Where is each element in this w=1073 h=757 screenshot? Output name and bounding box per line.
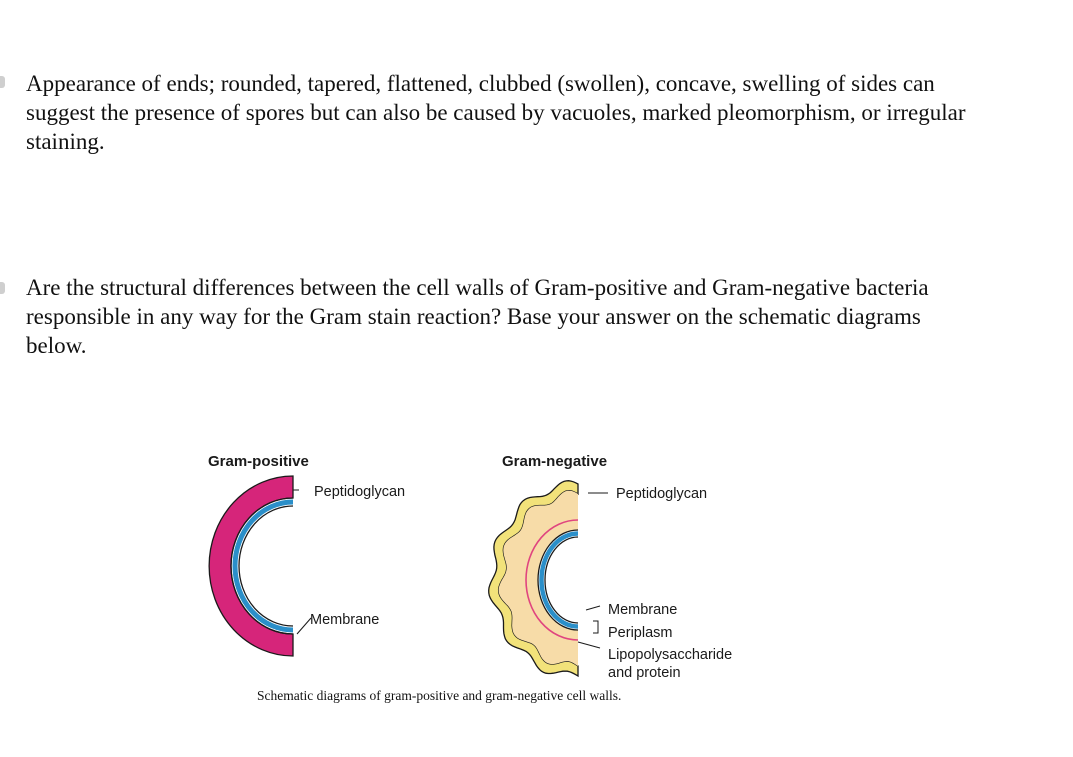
- paragraph-spores: [26, 69, 1034, 156]
- cell-wall-diagram: [196, 446, 776, 716]
- paragraph-line: responsible in any way for the Gram stain reaction? Base your answer on the schematic diagrams: [26, 304, 921, 329]
- paragraph-line: suggest the presence of spores but can also be caused by vacuoles, marked pleomorphism, or irregular: [26, 100, 966, 125]
- gram-positive-membrane-label: Membrane: [310, 612, 380, 628]
- paragraph-gram-question: [26, 273, 1034, 360]
- leader-line: [578, 642, 600, 648]
- paragraph-line: Are the structural differences between the cell walls of Gram-positive and Gram-negative bacteria: [26, 275, 929, 300]
- periplasm-bracket: [593, 621, 598, 633]
- gram-positive-peptidoglycan-label: Peptidoglycan: [314, 484, 406, 500]
- gram-positive-title: Gram-positive: [208, 453, 309, 470]
- gram-positive-diagram: [208, 453, 405, 656]
- gram-negative-title: Gram-negative: [502, 453, 608, 470]
- paragraph-line: below.: [26, 333, 87, 358]
- leader-line: [297, 618, 311, 634]
- paragraph-line: Appearance of ends; rounded, tapered, flattened, clubbed (swollen), concave, swelling of sides can: [26, 71, 935, 96]
- paragraph-line: staining.: [26, 129, 105, 154]
- bullet-marker: [0, 76, 5, 88]
- figure-caption: Schematic diagrams of gram-positive and gram-negative cell walls.: [257, 688, 622, 703]
- gram-negative-peptidoglycan-label: Peptidoglycan: [616, 486, 708, 502]
- bullet-marker: [0, 282, 5, 294]
- gram-negative-lps-label-line1: Lipopolysaccharide: [608, 647, 733, 663]
- gram-negative-periplasm-label: Periplasm: [608, 625, 673, 641]
- gram-negative-lps-label-line2: and protein: [608, 665, 681, 681]
- gram-negative-diagram: [489, 453, 732, 681]
- leader-line: [586, 606, 600, 610]
- gram-negative-membrane-label: Membrane: [608, 602, 678, 618]
